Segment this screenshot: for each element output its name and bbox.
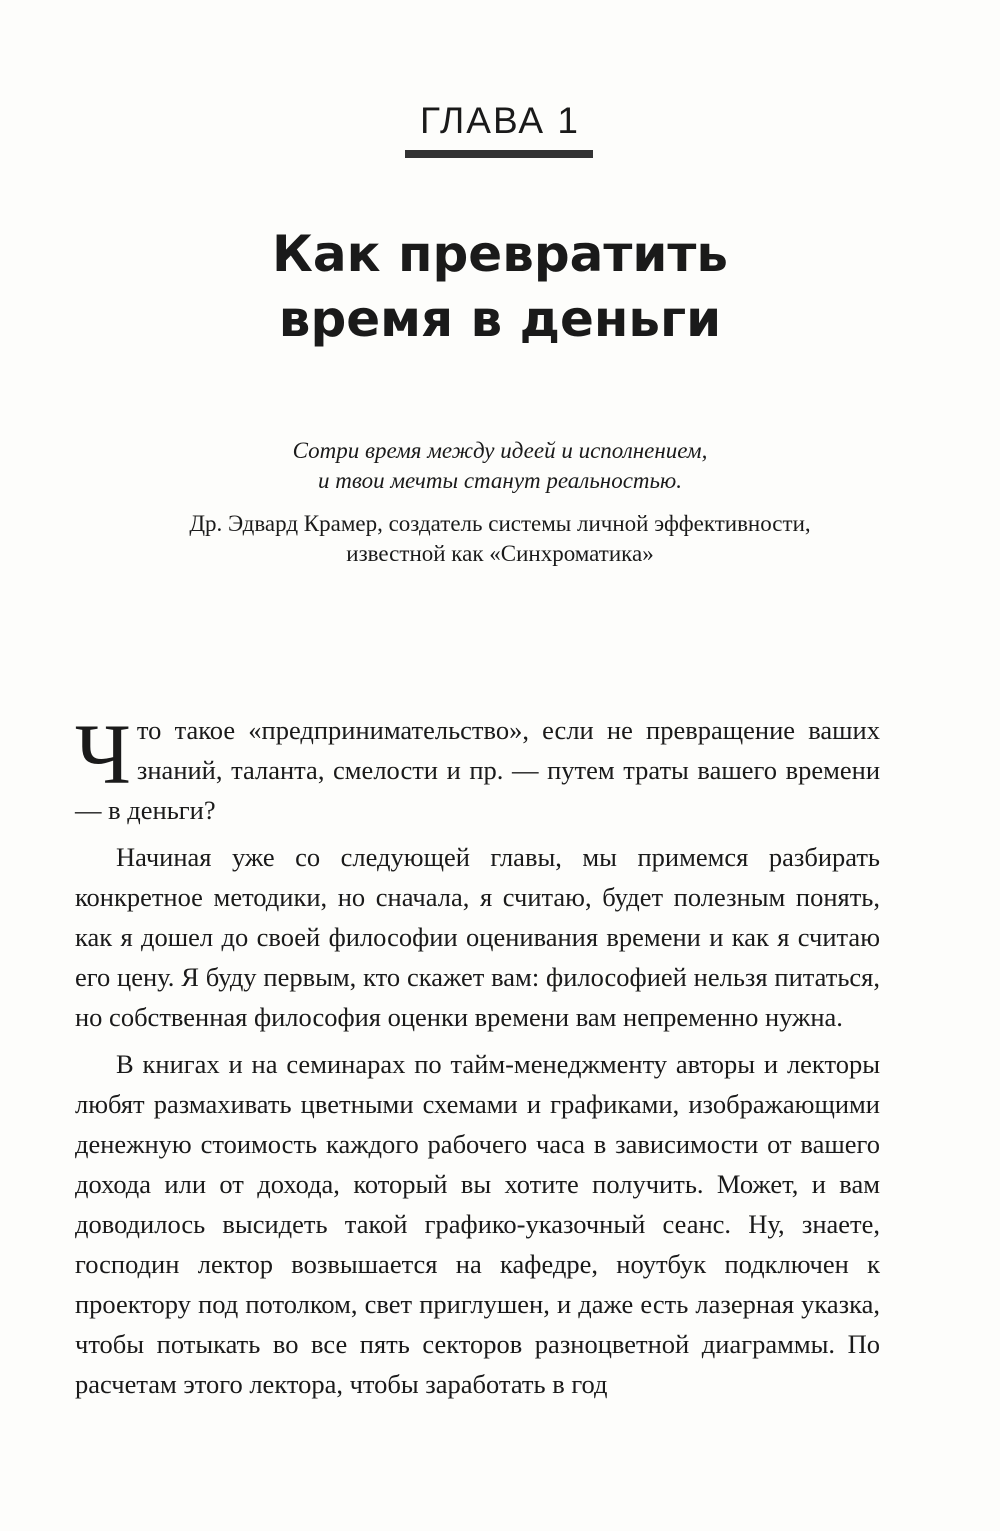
chapter-divider xyxy=(405,150,593,158)
epigraph-attribution-line: Др. Эдвард Крамер, создатель системы личной эффективности, xyxy=(189,511,811,536)
epigraph xyxy=(0,436,1000,569)
chapter-label: ГЛАВА 1 xyxy=(420,100,580,141)
paragraph: Начиная уже со следующей главы, мы примемся разбирать конкретное методики, но сначала, я считаю, будет полезным понять, как я дошел до своей философии оценивания времени и как я считаю его цену. Я буду первым, кто скажет вам: философией нельзя питаться, но собственная философия оценки времени вам непременно нужна. xyxy=(75,842,880,1032)
drop-cap: Ч xyxy=(75,706,131,802)
paragraph-text: то такое «предпринимательство», если не превращение ваших знаний, таланта, смелости и пр. — путем траты вашего времени — в деньги? xyxy=(75,715,880,825)
epigraph-attribution xyxy=(0,509,1000,569)
body-text xyxy=(75,706,880,1411)
epigraph-attribution-line: известной как «Синхроматика» xyxy=(346,541,654,566)
epigraph-quote xyxy=(0,436,1000,496)
paragraph xyxy=(75,706,880,830)
epigraph-quote-line: и твои мечты станут реальностью. xyxy=(318,468,682,493)
chapter-title xyxy=(0,222,1000,352)
paragraph: В книгах и на семинарах по тайм-менеджменту авторы и лекторы любят размахивать цветными схемами и графиками, изображающими денежную стоимость каждого рабочего часа в зависимости от вашего дохода или от дохода, который вы хотите получить. Может, и вам доводилось высидеть такой графико-указочный сеанс. Ну, знаете, господин лектор возвышается на кафедре, ноутбук подключен к проектору под потолком, свет приглушен, и даже есть лазерная указка, чтобы потыкать во все пять секторов разноцветной диаграммы. По расчетам этого лектора, чтобы заработать в год xyxy=(75,1049,880,1399)
chapter-title-line: Как превратить xyxy=(272,225,728,283)
epigraph-quote-line: Сотри время между идеей и исполнением, xyxy=(292,438,708,463)
chapter-title-line: время в деньги xyxy=(278,290,722,348)
